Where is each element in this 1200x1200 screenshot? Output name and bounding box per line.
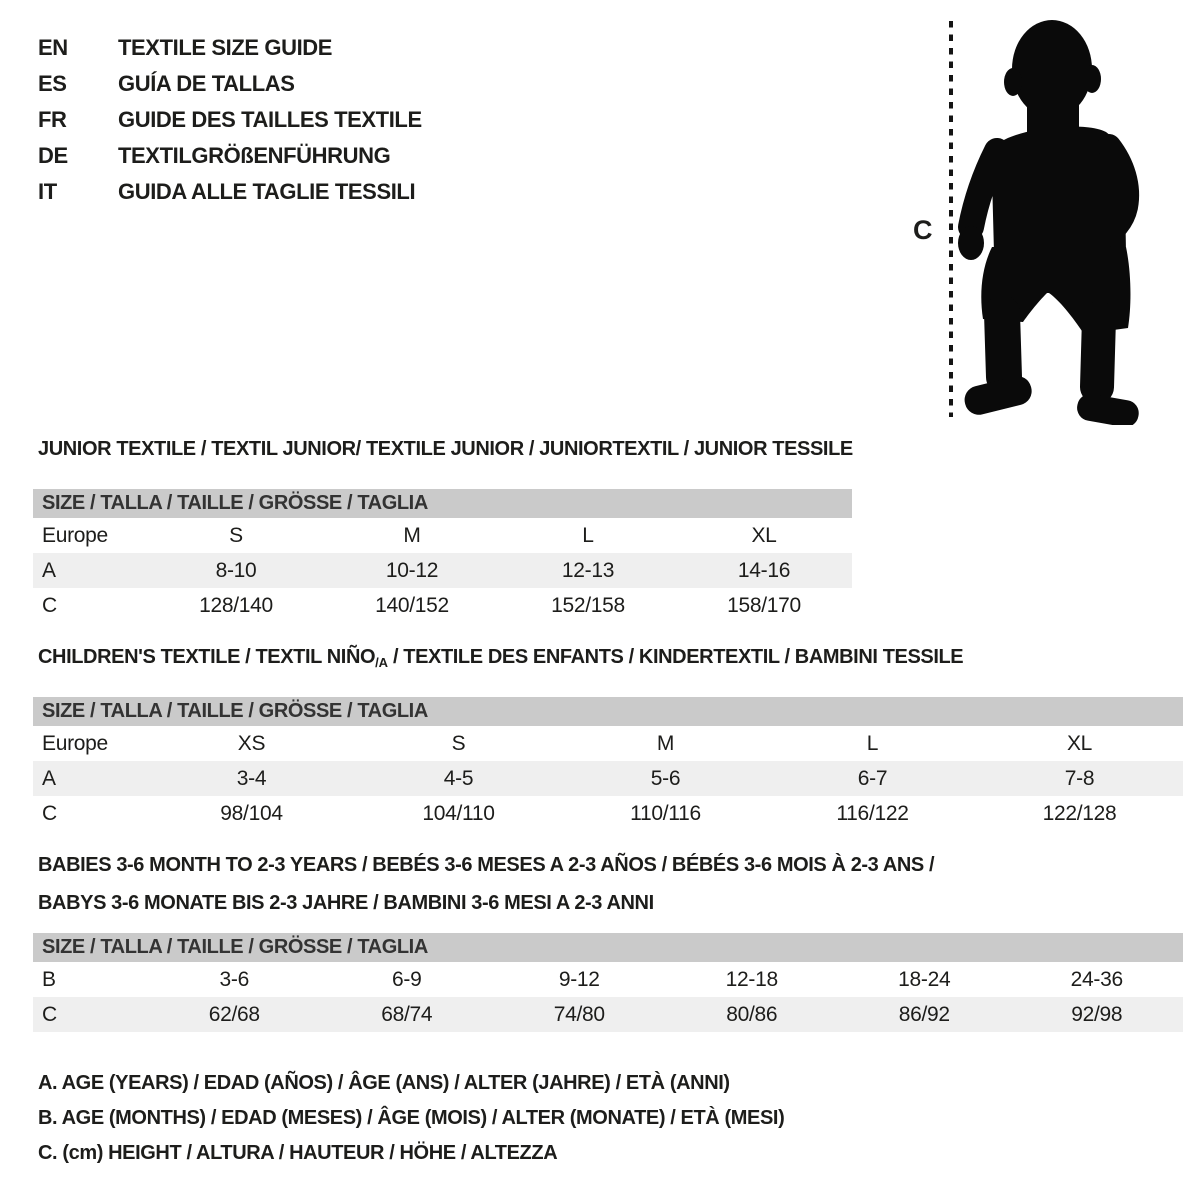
row-value: 62/68: [208, 1003, 260, 1026]
section-title-text: BABIES 3-6 MONTH TO 2-3 YEARS / BEBÉS 3-6 MESES A 2-3 AÑOS / BÉBÉS 3-6 MOIS À 2-3 ANS /: [38, 854, 935, 876]
language-guide-title: TEXTILE SIZE GUIDE: [118, 35, 333, 60]
row-value: 158/170: [727, 594, 801, 617]
row-value: M: [656, 732, 675, 755]
note-height-cm: C. (cm) HEIGHT / ALTURA / HAUTEUR / HÖHE / ALTEZZA: [38, 1142, 558, 1164]
language-code: ES: [38, 71, 67, 96]
section-title-text: / TEXTILE DES ENFANTS / KINDERTEXTIL / BAMBINI TESSILE: [387, 646, 964, 668]
row-value: XL: [751, 524, 777, 547]
language-row: [38, 138, 422, 174]
table-row: [33, 997, 1183, 1032]
table-header-band: SIZE / TALLA / TAILLE / GRÖSSE / TAGLIA: [33, 933, 1183, 962]
row-value: 6-7: [857, 767, 888, 790]
junior-textile-section: [33, 433, 852, 623]
table-header-band: SIZE / TALLA / TAILLE / GRÖSSE / TAGLIA: [33, 697, 1183, 726]
row-value: 3-6: [219, 968, 249, 991]
row-value: M: [403, 524, 421, 547]
babies-textile-section: [33, 849, 1183, 1032]
row-label: C: [42, 1003, 57, 1026]
row-value: 14-16: [737, 559, 791, 582]
row-value: 18-24: [898, 968, 951, 991]
row-value: L: [866, 732, 879, 755]
row-value: XS: [237, 732, 266, 755]
section-title-text: JUNIOR TEXTILE / TEXTIL JUNIOR/ TEXTILE JUNIOR / JUNIORTEXTIL / JUNIOR TESSILE: [38, 438, 853, 460]
row-label: Europe: [42, 524, 108, 547]
row-label: C: [42, 594, 57, 617]
row-value: 7-8: [1064, 767, 1095, 790]
table-row: [33, 588, 852, 623]
row-value: S: [451, 732, 466, 755]
toddler-silhouette-icon: [900, 15, 1160, 425]
row-value: 6-9: [392, 968, 422, 991]
row-label: A: [42, 767, 56, 790]
table-row: [33, 962, 1183, 997]
language-guide-title: TEXTILGRÖßENFÜHRUNG: [118, 143, 391, 168]
language-row: [38, 102, 422, 138]
language-guide-title: GUIDE DES TAILLES TEXTILE: [118, 107, 422, 132]
table-row: [33, 518, 852, 553]
row-value: 104/110: [422, 802, 495, 825]
row-label: A: [42, 559, 56, 582]
language-row: [38, 66, 422, 102]
row-value: 152/158: [551, 594, 625, 617]
row-value: 9-12: [558, 968, 600, 991]
language-code: IT: [38, 179, 57, 204]
row-value: 5-6: [650, 767, 681, 790]
language-code: FR: [38, 107, 67, 132]
language-guide-title: GUIDA ALLE TAGLIE TESSILI: [118, 179, 416, 204]
table-row: [33, 553, 852, 588]
row-value: 4-5: [443, 767, 474, 790]
legend-notes: [38, 1066, 784, 1171]
row-value: XL: [1066, 732, 1093, 755]
row-value: 12-13: [561, 559, 615, 582]
section-title: [33, 433, 852, 471]
row-value: 10-12: [385, 559, 439, 582]
row-value: 122/128: [1042, 802, 1117, 825]
table-body: [33, 518, 852, 623]
language-code: DE: [38, 143, 68, 168]
language-title-block: [38, 30, 422, 210]
row-value: 3-4: [236, 767, 267, 790]
row-value: 68/74: [381, 1003, 433, 1026]
table-row: [33, 726, 1183, 761]
section-title-text: CHILDREN'S TEXTILE / TEXTIL NIÑO: [38, 646, 376, 668]
language-row: [38, 174, 422, 210]
table-row: [33, 761, 1183, 796]
row-value: 92/98: [1071, 1003, 1123, 1026]
section-title: [33, 849, 1183, 887]
row-label: Europe: [42, 732, 108, 755]
height-figure: [900, 15, 1160, 425]
row-value: 128/140: [199, 594, 273, 617]
row-value: 8-10: [215, 559, 257, 582]
note-age-months: B. AGE (MONTHS) / EDAD (MESES) / ÂGE (MOIS) / ALTER (MONATE) / ETÀ (MESI): [38, 1107, 785, 1129]
row-label: B: [42, 968, 56, 991]
toddler-silhouette: [958, 20, 1141, 425]
table-row: [33, 796, 1183, 831]
table-body: [33, 962, 1183, 1032]
row-value: 140/152: [375, 594, 449, 617]
table-body: [33, 726, 1183, 831]
childrens-textile-section: [33, 641, 1183, 831]
language-row: [38, 30, 422, 66]
section-title-subscript: /A: [375, 655, 388, 670]
language-guide-title: GUÍA DE TALLAS: [118, 71, 295, 96]
row-value: 24-36: [1070, 968, 1123, 991]
row-value: 12-18: [725, 968, 778, 991]
height-measure-label: C: [913, 215, 933, 245]
language-code: EN: [38, 35, 68, 60]
note-age-years: A. AGE (YEARS) / EDAD (AÑOS) / ÂGE (ANS) / ALTER (JAHRE) / ETÀ (ANNI): [38, 1072, 730, 1094]
row-label: C: [42, 802, 57, 825]
row-value: 98/104: [220, 802, 283, 825]
table-header-band: SIZE / TALLA / TAILLE / GRÖSSE / TAGLIA: [33, 489, 852, 518]
section-title: [33, 641, 1183, 679]
section-title-line2: BABYS 3-6 MONATE BIS 2-3 JAHRE / BAMBINI 3-6 MESI A 2-3 ANNI: [38, 892, 654, 914]
row-value: 80/86: [726, 1003, 778, 1026]
row-value: 110/116: [630, 802, 701, 825]
row-value: S: [229, 524, 243, 547]
row-value: 74/80: [553, 1003, 605, 1026]
row-value: 86/92: [898, 1003, 950, 1026]
row-value: 116/122: [836, 802, 909, 825]
row-value: L: [582, 524, 594, 547]
